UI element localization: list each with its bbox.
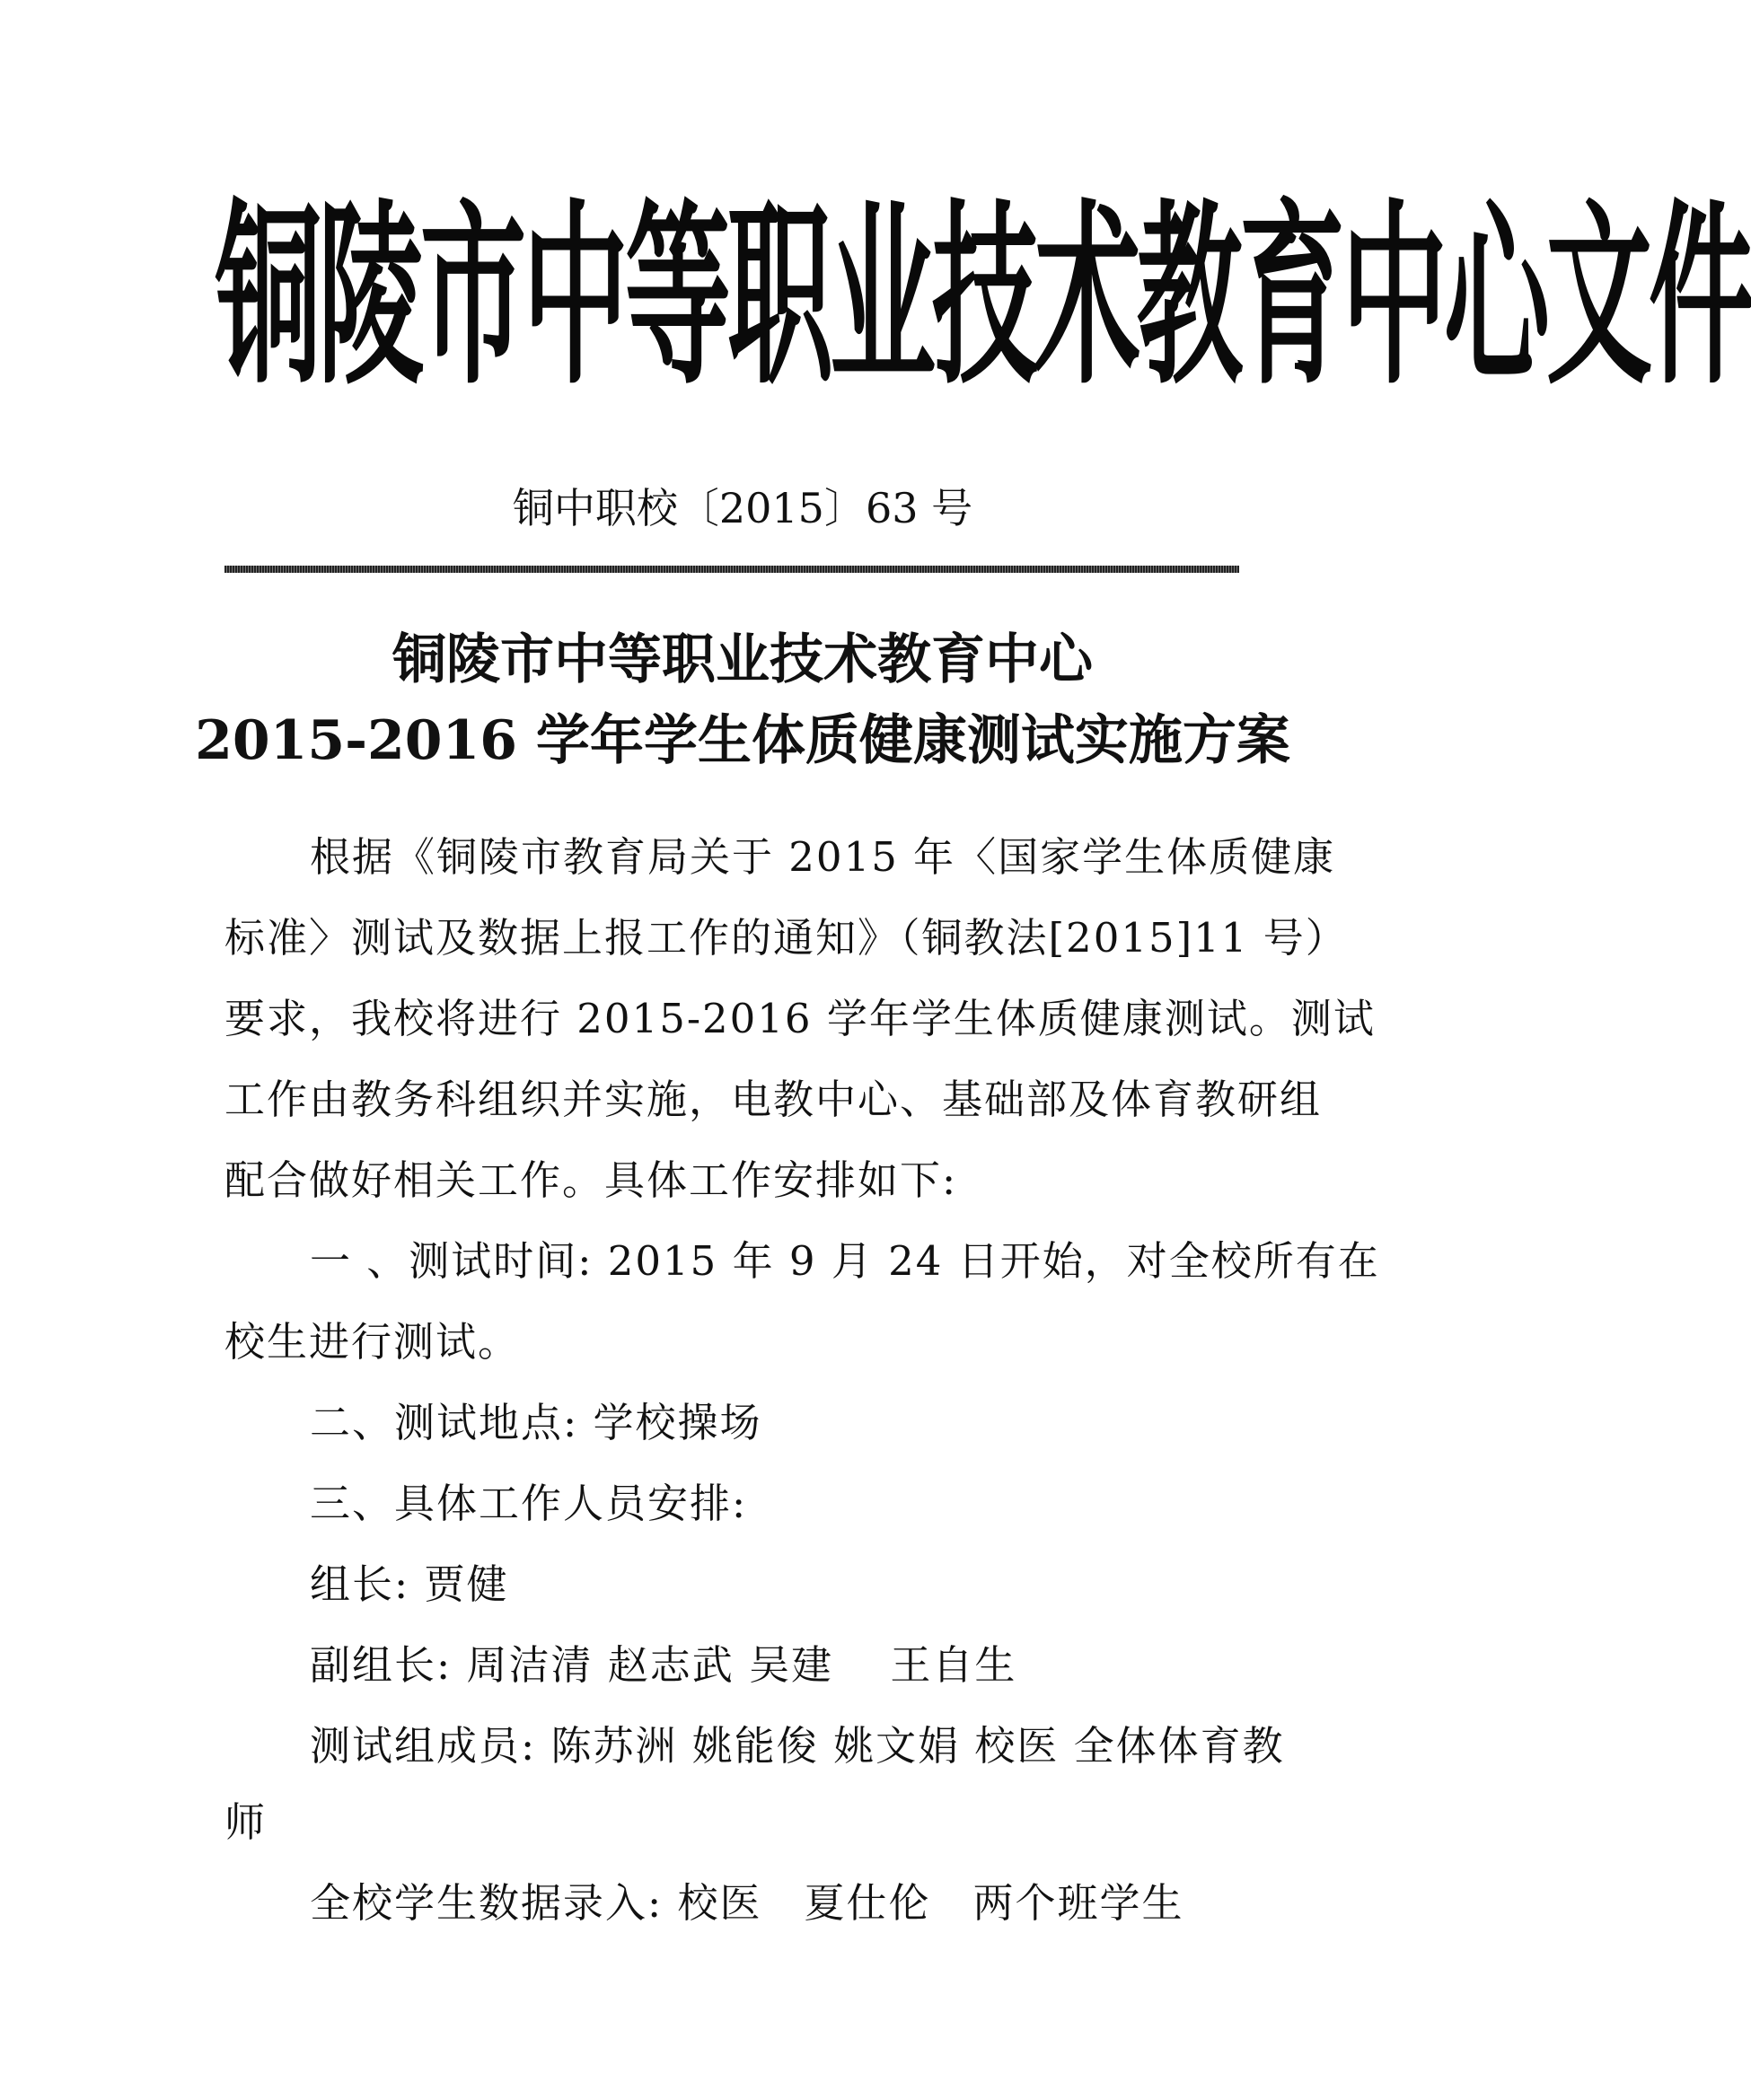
- body-line-11: 副组长: 周洁清 赵志武 吴建 王自生: [310, 1641, 1017, 1689]
- body-line-6: 一 、测试时间: 2015 年 9 月 24 日开始，对全校所有在: [310, 1237, 1380, 1285]
- body-line-2: 标准〉测试及数据上报工作的通知》（铜教法[2015]11 号）: [224, 914, 1348, 962]
- body-line-12: 测试组成员: 陈苏洲 姚能俊 姚文娟 校医 全体体育教: [310, 1722, 1285, 1770]
- document-number: 铜中职校〔2015〕63 号: [512, 484, 973, 532]
- document-masthead: 铜陵市中等职业技术教育中心文件: [216, 181, 1751, 411]
- body-line-8: 二、测试地点: 学校操场: [310, 1399, 762, 1446]
- document-title-line-2: 2015-2016 学年学生体质健康测试实施方案: [195, 709, 1290, 772]
- body-line-3: 要求，我校将进行 2015-2016 学年学生体质健康测试。测试: [224, 995, 1376, 1042]
- body-line-4: 工作由教务科组织并实施，电教中心、基础部及体育教研组: [224, 1076, 1323, 1123]
- body-line-10: 组长: 贾健: [310, 1560, 509, 1608]
- body-line-13: 师: [224, 1798, 268, 1846]
- header-divider: [224, 566, 1239, 573]
- body-line-7: 校生进行测试。: [224, 1318, 521, 1366]
- body-line-14: 全校学生数据录入: 校医 夏仕伦 两个班学生: [310, 1879, 1184, 1927]
- body-line-1: 根据《铜陵市教育局关于 2015 年〈国家学生体质健康: [310, 833, 1336, 881]
- body-line-5: 配合做好相关工作。具体工作安排如下:: [224, 1156, 958, 1204]
- document-title-line-1: 铜陵市中等职业技术教育中心: [392, 628, 1093, 691]
- body-line-9: 三、具体工作人员安排:: [310, 1480, 748, 1527]
